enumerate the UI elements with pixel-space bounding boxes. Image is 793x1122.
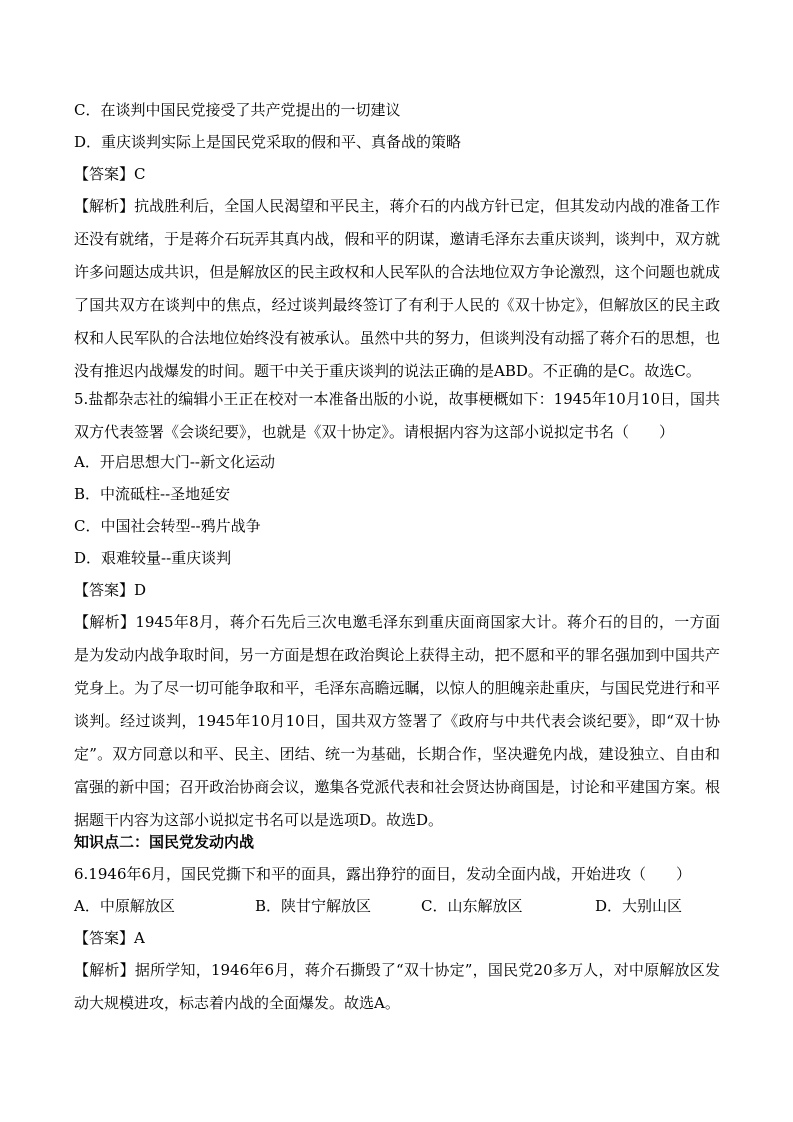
analysis-label: 【解析】 [74,613,136,631]
analysis-label: 【解析】 [74,197,135,215]
q6-options [74,896,720,916]
answer-label: 【答案】 [74,581,135,599]
analysis-text: 据所学知，1946年6月，蒋介石撕毁了“双十协定”，国民党20多万人，对中原解放区发动大规模进攻，标志着内战的全面爆发。故选A。 [74,961,720,1012]
q5-option-c: C．中国社会转型--鸦片战争 [74,517,261,535]
q4-answer [74,164,146,184]
q6-option-d: D．大别山区 [595,897,683,915]
q6-option-b: B．陕甘宁解放区 [255,897,372,915]
q5-option-b: B．中流砥柱--圣地延安 [74,485,231,503]
q6-option-c: C．山东解放区 [421,897,523,915]
q6-analysis [74,954,720,1020]
answer-label: 【答案】 [74,165,135,183]
q4-option-c: C．在谈判中国民党接受了共产党提出的一切建议 [74,101,401,119]
q4-analysis [74,190,720,388]
analysis-label: 【解析】 [74,961,135,979]
q5-option-d: D．艰难较量--重庆谈判 [74,549,232,567]
q5-stem: 5.盐都杂志社的编辑小王正在校对一本准备出版的小说，故事梗概如下：1945年10月10日，国共双方代表签署《会谈纪要》，也就是《双十协定》。请根据内容为这部小说拟定书名（ ） [74,390,720,441]
answer-label: 【答案】 [74,929,135,947]
q6-answer [74,928,145,948]
q6-option-a: A．中原解放区 [74,897,175,915]
q6-stem: 6.1946年6月，国民党撕下和平的面具，露出狰狞的面目，发动全面内战，开始进攻（ ） [74,865,692,883]
q5-answer [74,580,146,600]
analysis-text: 1945年8月，蒋介石先后三次电邀毛泽东到重庆面商国家大计。蒋介石的目的，一方面是为发动内战争取时间，另一方面是想在政治舆论上获得主动，把不愿和平的罪名强加到中国共产党身上。为了尽一切可能争取和平，毛泽东高瞻远瞩，以惊人的胆魄亲赴重庆，与国民党进行和平谈判。经过谈判，1945年10月10日，国共双方签署了《政府与中共代表会谈纪要》，即“双十协定”。双方同意以和平、民主、团结、统一为基础，长期合作，坚决避免内战，建设独立、自由和富强的新中国；召开政治协商会议，邀集各党派代表和社会贤达协商国是，讨论和平建国方案。根据题干内容为这部小说拟定书名可以是选项D。故选D。 [74,613,720,829]
analysis-text: 抗战胜利后，全国人民渴望和平民主，蒋介石的内战方针已定，但其发动内战的准备工作还没有就绪，于是蒋介石玩弄其真内战，假和平的阴谋，邀请毛泽东去重庆谈判，谈判中，双方就许多问题达成共识，但是解放区的民主政权和人民军队的合法地位双方争论激烈，这个问题也就成了国共双方在谈判中的焦点，经过谈判最终签订了有利于人民的《双十协定》，但解放区的民主政权和人民军队的合法地位始终没有被承认。虽然中共的努力，但谈判没有动摇了蒋介石的思想，也没有推迟内战爆发的时间。题干中关于重庆谈判的说法正确的是ABD。不正确的是C。故选C。 [74,197,720,380]
q4-option-d: D．重庆谈判实际上是国民党采取的假和平、真备战的策略 [74,133,462,151]
answer-value: D [134,581,147,599]
answer-value: A [134,929,145,947]
q5-analysis [74,606,720,837]
q5-option-a: A．开启思想大门--新文化运动 [74,453,275,471]
section-title: 知识点二：国民党发动内战 [74,833,255,851]
answer-value: C [134,165,146,183]
